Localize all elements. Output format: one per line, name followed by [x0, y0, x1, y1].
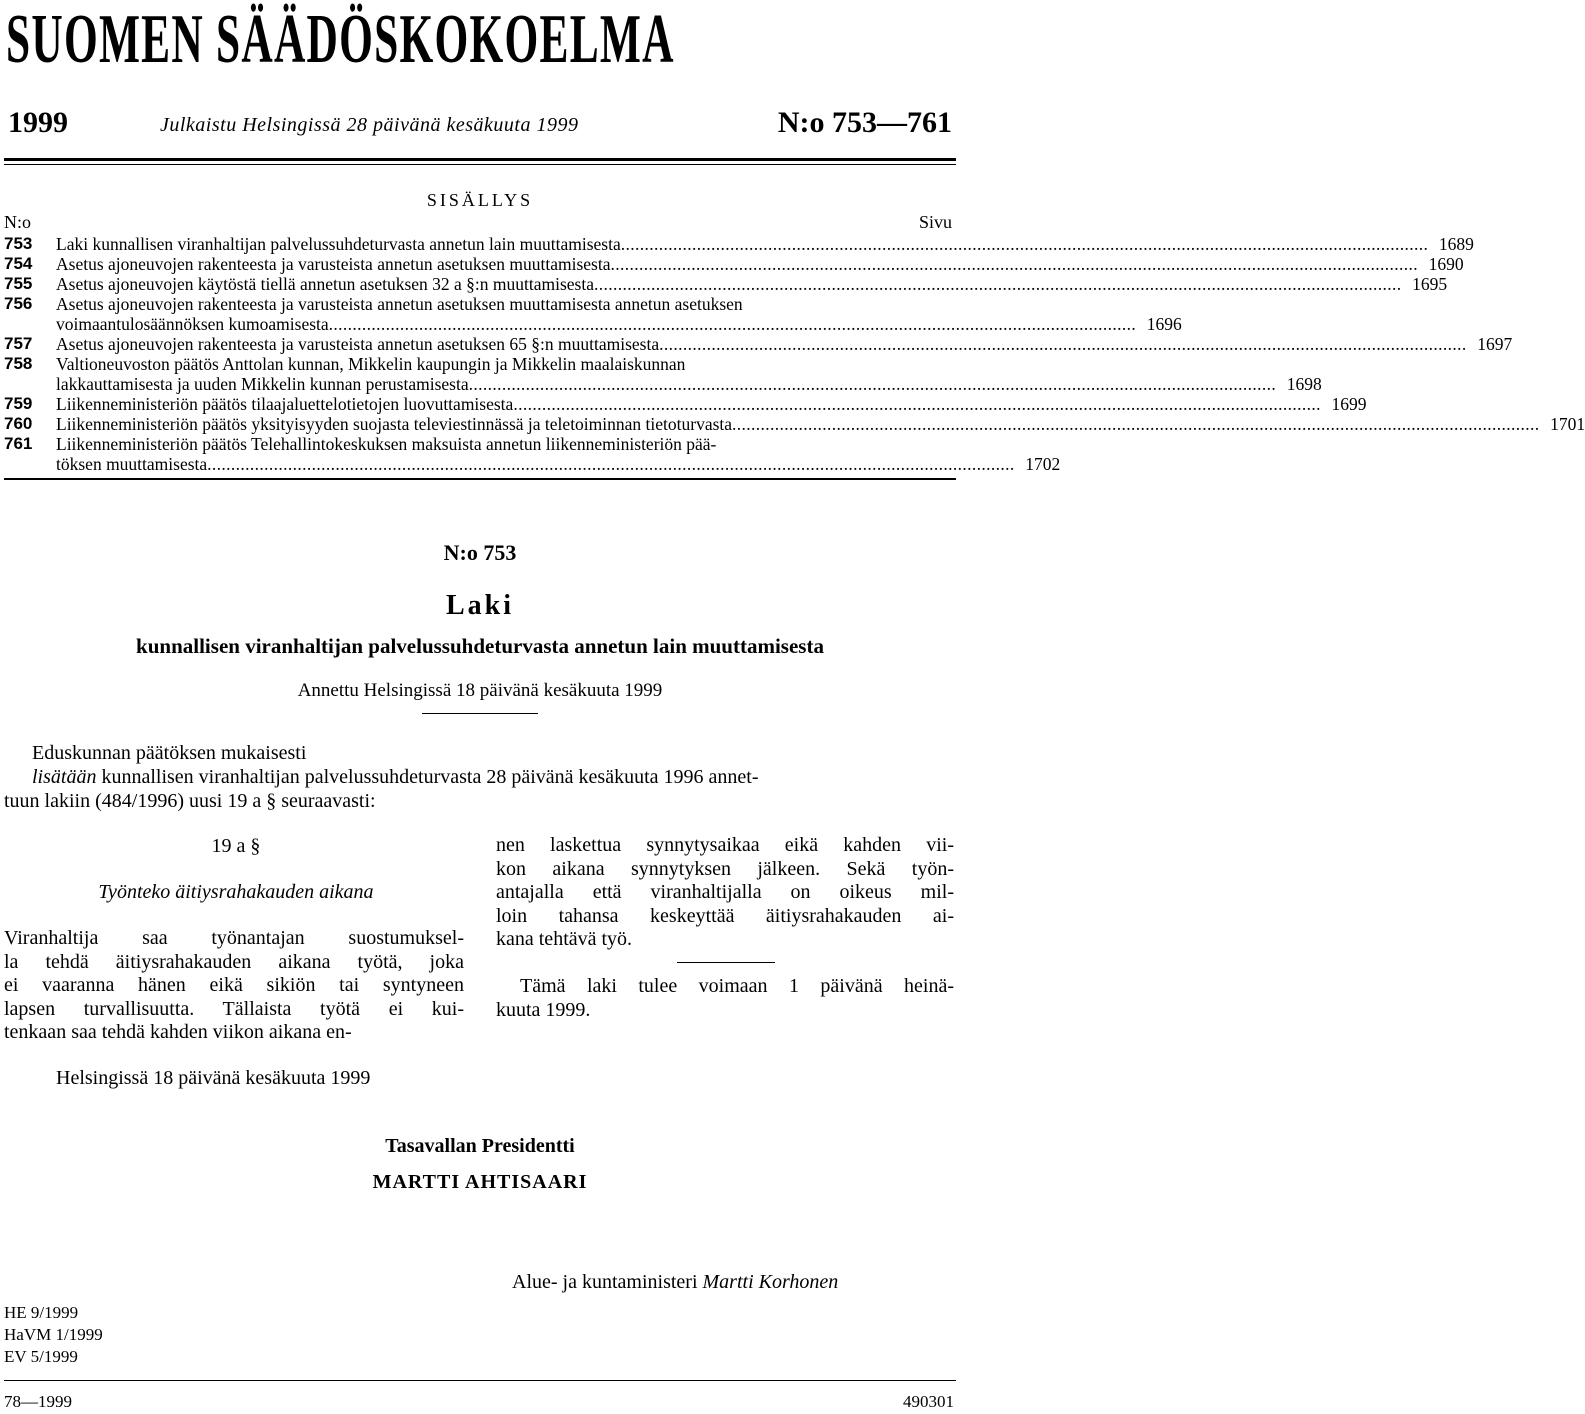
masthead-year: 1999 [8, 106, 68, 139]
toc-entry-page: 1699 [1331, 394, 1367, 414]
masthead-rule-thin [4, 164, 956, 165]
toc-entry [4, 294, 1182, 334]
toc-entry [4, 414, 1585, 434]
toc-leader-dots [207, 454, 1012, 474]
toc-leader-dots [732, 414, 1537, 434]
issue-numbers: N:o 753—761 [777, 106, 952, 139]
toc-list [4, 234, 1585, 474]
paragraph-line: antajalla että viranhaltijalla on oikeus mil- [496, 881, 954, 903]
toc-entry-title: Liikenneministeriön päätös yksityisyyden suojasta televiestinnässä ja teletoiminnan tietoturvasta [56, 414, 733, 434]
toc-entry-number: 756 [4, 294, 33, 313]
section-text-left [4, 927, 464, 1045]
minister-title: Alue- ja kuntaministeri [512, 1271, 703, 1293]
toc-bottom-rule [4, 478, 956, 480]
toc-entry-number: 760 [4, 414, 33, 433]
president-title: Tasavallan Presidentti [385, 1135, 575, 1157]
toc-entry-title: lakkauttamisesta ja uuden Mikkelin kunnan perustamisesta [56, 374, 469, 394]
act-type: Laki [445, 590, 515, 621]
preamble-verb: lisätään [32, 766, 97, 788]
toc-leader-dots [659, 334, 1464, 354]
act-title: kunnallisen viranhaltijan palvelussuhdeturvasta annetun lain muuttamisesta [136, 634, 824, 658]
toc-entry [4, 354, 1322, 394]
toc-leader-dots [594, 274, 1399, 294]
toc-entry-number: 755 [4, 274, 33, 293]
paragraph-line: Viranhaltija saa työnantajan suostumuksel- [4, 927, 464, 949]
section-number: 19 a § [211, 835, 261, 857]
toc-entry-title: voimaantulosäännöksen kumoamisesta [56, 314, 329, 334]
toc-entry-title: töksen muuttamisesta [56, 454, 208, 474]
president-name: MARTTI AHTISAARI [372, 1171, 588, 1193]
paragraph-line: kuuta 1999. [496, 998, 591, 1021]
toc-entry [4, 434, 1061, 474]
toc-page-header: Sivu [918, 212, 952, 232]
toc-entry-page: 1697 [1477, 334, 1513, 354]
toc-entry-title: Liikenneministeriön päätös Telehallintokeskuksen maksuista annetun liikenneministeriön pää- [56, 434, 717, 454]
paragraph-line: ei vaaranna hänen eikä sikiön tai syntyneen [4, 974, 464, 996]
publication-date: Julkaistu Helsingissä 28 päivänä kesäkuuta 1999 [160, 114, 579, 136]
act-given-date: Annettu Helsingissä 18 päivänä kesäkuuta 1999 [297, 680, 663, 701]
minister-signature [512, 1270, 838, 1294]
preamble-line-1: Eduskunnan päätöksen mukaisesti [32, 742, 307, 764]
reference-item: HaVM 1/1999 [4, 1325, 103, 1344]
preamble-line-3: tuun lakiin (484/1996) uusi 19 a § seuraavasti: [4, 790, 376, 812]
title-divider [422, 713, 538, 714]
toc-leader-dots [469, 374, 1274, 394]
paragraph-line: Tämä laki tulee voimaan 1 päivänä heinä- [520, 975, 954, 997]
toc-leader-dots [513, 394, 1318, 414]
toc-entry [4, 254, 1464, 274]
toc-entry [4, 274, 1448, 294]
toc-entry-title: Asetus ajoneuvojen rakenteesta ja varusteista annetun asetuksen 65 §:n muuttamisesta [56, 334, 660, 354]
section-title: Työnteko äitiysrahakauden aikana [98, 881, 374, 903]
toc-entry-page: 1698 [1286, 374, 1322, 394]
minister-name: Martti Korhonen [702, 1271, 839, 1293]
preamble-line-2-rest: kunnallisen viranhaltijan palvelussuhdeturvasta 28 päivänä kesäkuuta 1996 annet- [96, 766, 759, 788]
paragraph-line: lapsen turvallisuutta. Tällaista työtä ei kui- [4, 997, 464, 1020]
toc-leader-dots [610, 254, 1415, 274]
toc-entry-page: 1701 [1550, 414, 1585, 434]
masthead-rule [4, 158, 956, 161]
entry-into-force [496, 975, 954, 1022]
reference-item: HE 9/1999 [4, 1303, 79, 1322]
paragraph-line: tenkaan saa tehdä kahden viikon aikana en- [4, 1021, 352, 1043]
toc-entry-number: 754 [4, 254, 33, 273]
footer-code-left: 78—1999 [4, 1392, 72, 1411]
legislative-references [4, 1302, 103, 1368]
paragraph-line: la tehdä äitiysrahakauden aikana työtä, joka [4, 950, 464, 973]
toc-entry-title: Laki kunnallisen viranhaltijan palvelussuhdeturvasta annetun lain muuttamisesta [56, 234, 621, 254]
toc-entry-number: 759 [4, 394, 33, 413]
toc-entry [4, 334, 1513, 354]
toc-entry-number: 753 [4, 234, 33, 253]
toc-leader-dots [621, 234, 1426, 254]
footer-code-right: 490301 [903, 1392, 954, 1411]
toc-entry-number: 757 [4, 334, 33, 353]
toc-entry-title: Liikenneministeriön päätös tilaajaluettelotietojen luovuttamisesta [56, 394, 514, 414]
footer-rule [4, 1380, 956, 1381]
preamble-line-2 [32, 765, 758, 789]
act-number: N:o 753 [443, 540, 517, 565]
reference-item: EV 5/1999 [4, 1347, 78, 1366]
paragraph-line: loin tahansa keskeyttää äitiysrahakauden ai- [496, 904, 954, 927]
toc-entry-number: 761 [4, 434, 33, 453]
place-and-date: Helsingissä 18 päivänä kesäkuuta 1999 [56, 1067, 371, 1089]
entry-divider [677, 962, 775, 963]
toc-entry-number: 758 [4, 354, 33, 373]
toc-heading: SISÄLLYS [426, 190, 534, 210]
toc-entry [4, 234, 1474, 254]
paragraph-line: nen laskettua synnytysaikaa eikä kahden vii- [496, 834, 954, 856]
toc-entry-page: 1696 [1146, 314, 1182, 334]
toc-entry-title: Asetus ajoneuvojen rakenteesta ja varusteista annetun asetuksen muuttamisesta annetun asetuksen [56, 294, 743, 314]
toc-number-header: N:o [4, 212, 31, 232]
toc-entry-page: 1695 [1412, 274, 1448, 294]
section-text-right [496, 834, 954, 952]
masthead-title: SUOMEN SÄÄDÖSKOKOELMA [6, 1, 675, 78]
toc-entry-title: Asetus ajoneuvojen käytöstä tiellä annetun asetuksen 32 a §:n muuttamisesta [56, 274, 594, 294]
paragraph-line: kana tehtävä työ. [496, 928, 633, 950]
toc-entry-page: 1702 [1025, 454, 1061, 474]
toc-entry-page: 1689 [1438, 234, 1474, 254]
toc-entry-title: Asetus ajoneuvojen rakenteesta ja varusteista annetun asetuksen muuttamisesta [56, 254, 611, 274]
toc-leader-dots [329, 314, 1134, 334]
paragraph-line: kon aikana synnytyksen jälkeen. Sekä työn- [496, 857, 954, 880]
toc-entry-page: 1690 [1428, 254, 1464, 274]
toc-column-headers [4, 212, 952, 233]
toc-entry [4, 394, 1367, 414]
toc-entry-title: Valtioneuvoston päätös Anttolan kunnan, Mikkelin kaupungin ja Mikkelin maalaiskunnan [56, 354, 686, 374]
